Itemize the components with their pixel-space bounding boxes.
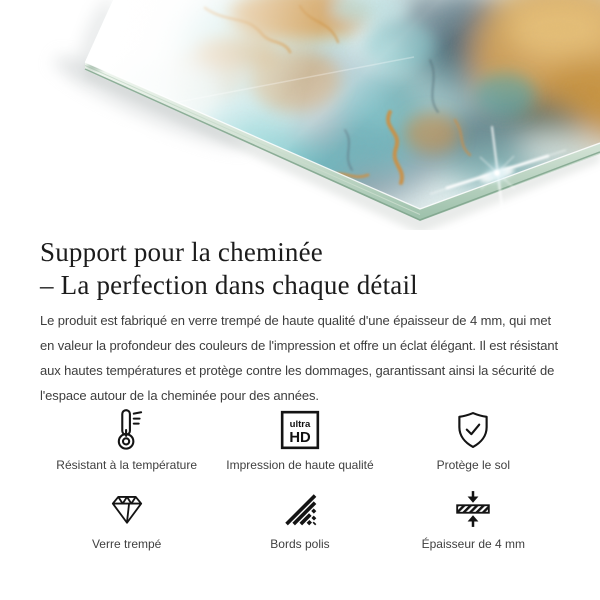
polished-edges-icon bbox=[281, 487, 319, 531]
svg-text:HD: HD bbox=[289, 430, 311, 447]
shield-check-icon bbox=[454, 408, 492, 452]
thickness-icon bbox=[453, 487, 493, 531]
product-image bbox=[0, 0, 600, 230]
svg-text:ultra: ultra bbox=[289, 418, 311, 430]
page-title bbox=[40, 236, 560, 302]
diamond-icon bbox=[107, 487, 147, 531]
feature-print-quality bbox=[226, 408, 373, 472]
feature-label: Résistant à la température bbox=[56, 458, 198, 472]
product-description: Le produit est fabriqué en verre trempé de haute qualité d'une épaisseur de 4 mm, qui met en valeur la profondeur des couleurs de l'impression et offre un éclat élégant. Il est résistant aux hautes températures et protège contre les dommages, garantissant ainsi la sécurité de l'espace autour de la cheminée pour des années. bbox=[40, 313, 558, 403]
title-line-2: – La perfection dans chaque détail bbox=[40, 270, 418, 300]
thermometer-icon bbox=[107, 408, 147, 452]
feature-tempered-glass bbox=[92, 487, 161, 551]
feature-label: Bords polis bbox=[270, 537, 330, 551]
feature-thickness bbox=[422, 487, 525, 551]
title-line-1: Support pour la cheminée bbox=[40, 237, 323, 267]
description-section bbox=[0, 236, 600, 551]
feature-label: Impression de haute qualité bbox=[226, 458, 374, 472]
feature-temperature-resistant bbox=[56, 408, 197, 472]
ultra-hd-icon bbox=[280, 408, 320, 452]
feature-floor-protection bbox=[437, 408, 510, 472]
feature-label: Protège le sol bbox=[436, 458, 511, 472]
features-grid bbox=[40, 408, 560, 551]
feature-label: Épaisseur de 4 mm bbox=[421, 537, 526, 551]
feature-label: Verre trempé bbox=[91, 537, 162, 551]
product-photo bbox=[0, 0, 600, 230]
feature-polished-edges bbox=[270, 487, 329, 551]
